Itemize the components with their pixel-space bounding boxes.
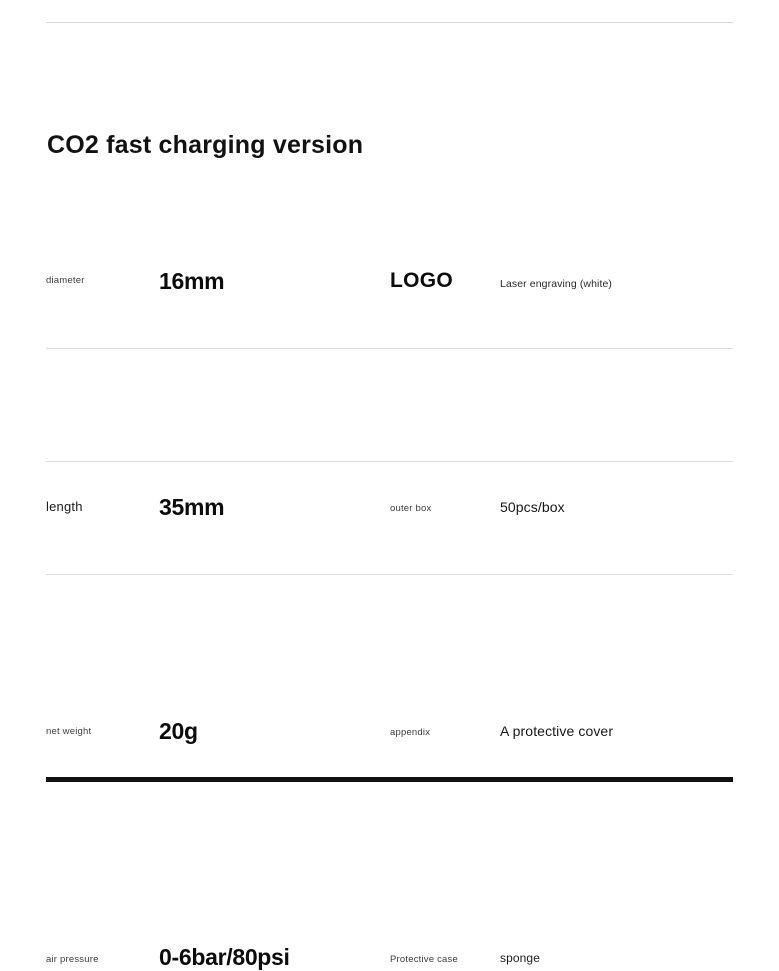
spec-label-net-weight: net weight [46, 726, 92, 737]
spec-value-length: 35mm [159, 494, 225, 520]
spec-label-logo: LOGO [390, 269, 454, 292]
spec-value-net-weight: 20g [159, 718, 198, 744]
spec-desc-outer-box: 50pcs/box [500, 499, 565, 515]
bottom-bar [46, 777, 733, 782]
spec-value-air-pressure: 0-6bar/80psi [159, 944, 290, 970]
spec-label-air-pressure: air pressure [46, 954, 99, 965]
spec-label-length: length [46, 499, 83, 514]
spec-value-diameter: 16mm [159, 268, 225, 294]
table-row [46, 349, 733, 520]
spec-table [46, 236, 733, 970]
spec-desc-logo: Laser engraving (white) [500, 278, 613, 290]
table-row [46, 462, 733, 744]
spec-label-outer-box: outer box [390, 503, 432, 514]
table-row [46, 236, 733, 349]
spec-label-appendix: appendix [390, 727, 431, 738]
spec-desc-protective-case: sponge [500, 951, 540, 965]
page-title: CO2 fast charging version [47, 131, 364, 159]
spec-label-diameter: diameter [46, 275, 85, 286]
spec-label-protective-case: Protective case [390, 954, 458, 965]
spec-desc-appendix: A protective cover [500, 723, 614, 739]
top-divider [46, 22, 733, 23]
